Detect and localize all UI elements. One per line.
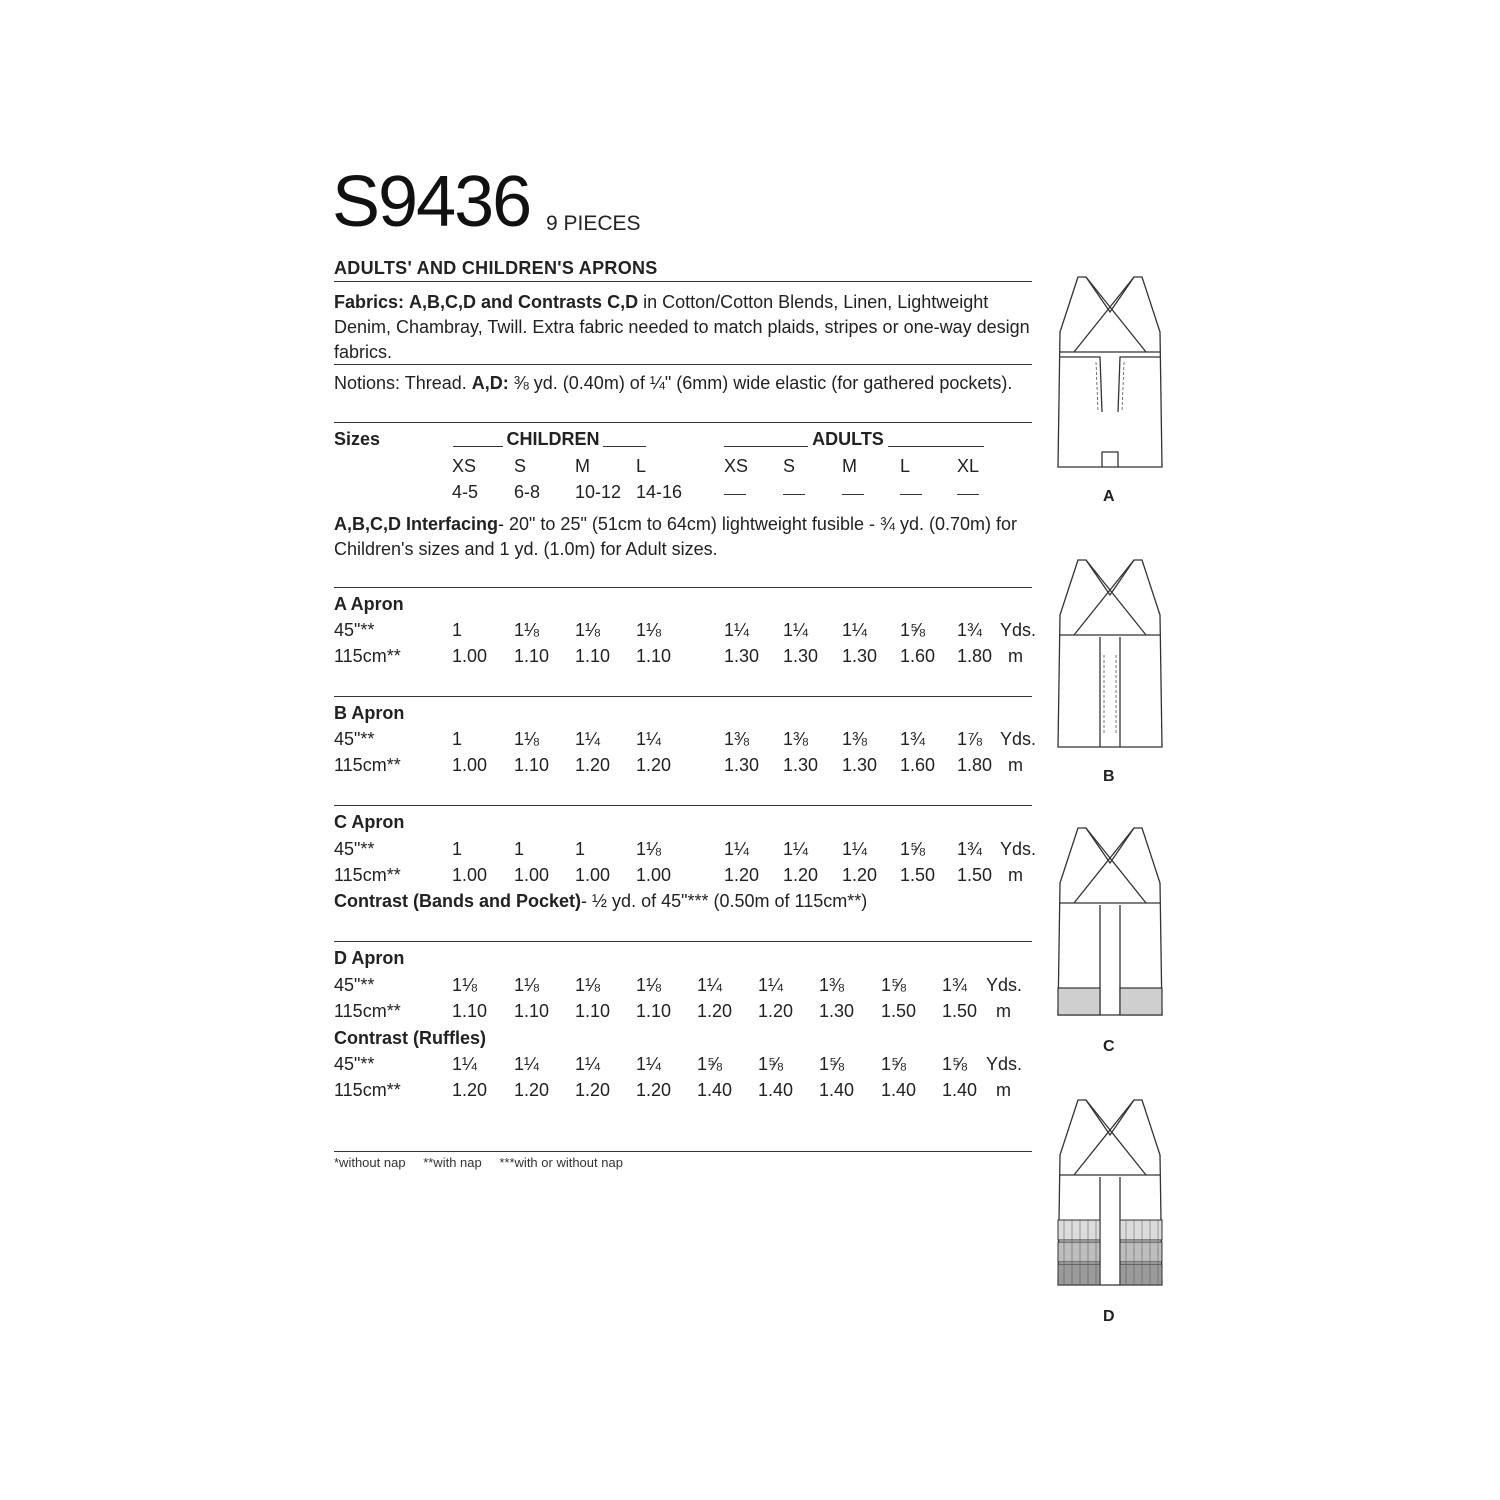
- b-45-value: 1⅜: [842, 729, 868, 749]
- d-c45-value: 1¼: [452, 1054, 478, 1074]
- d-115-value: 1.10: [514, 1001, 550, 1021]
- c-115-value: 1.00: [452, 865, 488, 885]
- b-115-value: 1.30: [842, 755, 878, 775]
- d-c45-label: 45"**: [334, 1054, 375, 1074]
- c-45-unit: Yds.: [1000, 839, 1037, 859]
- a-45-value: 1¼: [783, 620, 809, 640]
- a-115-value: 1.00: [452, 646, 488, 666]
- d-c115-label: 115cm**: [334, 1080, 401, 1100]
- c-45-value: 1⅝: [900, 839, 926, 859]
- footnote-without-nap: *without nap: [334, 1155, 406, 1170]
- d-c45-value: 1⅝: [758, 1054, 784, 1074]
- adults-group-label: ADULTS: [808, 429, 888, 450]
- size-adult-l: L: [900, 456, 911, 476]
- a-115-value: 1.10: [575, 646, 611, 666]
- a-45-value: 1: [452, 620, 463, 640]
- d-115-value: 1.10: [452, 1001, 488, 1021]
- interfacing-paragraph: [334, 512, 1034, 562]
- d-c45-value: 1¼: [636, 1054, 662, 1074]
- interfacing-label: A,B,C,D Interfacing: [334, 514, 499, 534]
- d-c45-value: 1⅝: [819, 1054, 845, 1074]
- d-c115-value: 1.20: [575, 1080, 611, 1100]
- view-label-b: B: [1103, 768, 1115, 785]
- divider: [334, 364, 1032, 365]
- range-adult-dash: [957, 494, 979, 495]
- c-45-value: 1: [452, 839, 463, 859]
- c-contrast-text: - ½ yd. of 45"*** (0.50m of 115cm**): [581, 891, 868, 911]
- b-45-value: 1¼: [575, 729, 601, 749]
- size-child-m: M: [575, 456, 590, 476]
- c-115-value: 1.20: [783, 865, 819, 885]
- d-contrast-title: Contrast (Ruffles): [334, 1028, 486, 1048]
- view-label-a: A: [1103, 488, 1115, 505]
- d-c45-value: 1¼: [575, 1054, 601, 1074]
- a-45-value: 1⅛: [514, 620, 540, 640]
- a-115-unit: m: [1008, 646, 1023, 666]
- c-45-value: 1: [514, 839, 525, 859]
- b-115-value: 1.80: [957, 755, 993, 775]
- d-45-value: 1¾: [942, 975, 968, 995]
- d-115-value: 1.20: [697, 1001, 733, 1021]
- d-45-value: 1⅛: [514, 975, 540, 995]
- b-45-value: 1⅜: [724, 729, 750, 749]
- a-45-value: 1¼: [724, 620, 750, 640]
- b-115-value: 1.30: [724, 755, 760, 775]
- b-apron-title: B Apron: [334, 703, 405, 723]
- size-adult-m: M: [842, 456, 857, 476]
- c-115-value: 1.00: [636, 865, 672, 885]
- c-115-value: 1.20: [724, 865, 760, 885]
- a-45-value: 1⅝: [900, 620, 926, 640]
- b-115-value: 1.30: [783, 755, 819, 775]
- c-115-label: 115cm**: [334, 865, 401, 885]
- apron-view-c-illustration: [1050, 825, 1170, 1020]
- a-115-label: 115cm**: [334, 646, 401, 666]
- d-c45-unit: Yds.: [986, 1054, 1023, 1074]
- c-115-value: 1.20: [842, 865, 878, 885]
- range-adult-dash: [842, 494, 864, 495]
- c-115-value: 1.00: [575, 865, 611, 885]
- divider: [334, 696, 1032, 697]
- apron-view-b-illustration: [1050, 555, 1170, 755]
- c-115-value: 1.50: [957, 865, 993, 885]
- b-45-label: 45"**: [334, 729, 375, 749]
- b-45-value: 1: [452, 729, 463, 749]
- a-apron-title: A Apron: [334, 594, 404, 614]
- pattern-number: S9436: [332, 162, 531, 242]
- c-45-value: 1⅛: [636, 839, 662, 859]
- b-115-value: 1.60: [900, 755, 936, 775]
- a-115-value: 1.30: [842, 646, 878, 666]
- a-45-value: 1⅛: [575, 620, 601, 640]
- d-c115-value: 1.40: [819, 1080, 855, 1100]
- d-115-value: 1.20: [758, 1001, 794, 1021]
- notions-label: Notions:: [334, 373, 401, 393]
- d-c115-value: 1.40: [697, 1080, 733, 1100]
- d-45-unit: Yds.: [986, 975, 1023, 995]
- d-45-value: 1⅛: [575, 975, 601, 995]
- d-115-unit: m: [996, 1001, 1011, 1021]
- a-45-label: 45"**: [334, 620, 375, 640]
- divider: [334, 1151, 1032, 1152]
- notions-text-2: ⅜ yd. (0.40m) of ¼" (6mm) wide elastic (for gathered pockets).: [508, 373, 1013, 393]
- a-115-value: 1.10: [636, 646, 672, 666]
- d-45-value: 1⅛: [636, 975, 662, 995]
- sizes-label: Sizes: [334, 429, 381, 449]
- c-45-value: 1: [575, 839, 586, 859]
- fabrics-views: A,B,C,D and Contrasts C,D: [409, 292, 639, 312]
- view-label-d: D: [1103, 1308, 1115, 1325]
- d-c115-value: 1.40: [881, 1080, 917, 1100]
- c-45-label: 45"**: [334, 839, 375, 859]
- apron-view-d-illustration: [1050, 1095, 1170, 1295]
- fabrics-paragraph: [334, 290, 1034, 365]
- a-115-value: 1.80: [957, 646, 993, 666]
- divider: [334, 805, 1032, 806]
- range-child-s: 6-8: [514, 482, 541, 502]
- piece-count: 9 PIECES: [546, 212, 641, 235]
- b-45-value: 1¼: [636, 729, 662, 749]
- c-45-value: 1¼: [724, 839, 750, 859]
- b-115-value: 1.20: [575, 755, 611, 775]
- size-adult-xl: XL: [957, 456, 980, 476]
- footnotes: [334, 1155, 637, 1170]
- d-115-value: 1.30: [819, 1001, 855, 1021]
- notions-views: A,D:: [471, 373, 509, 393]
- pattern-title: ADULTS' AND CHILDREN'S APRONS: [334, 258, 658, 278]
- size-adult-s: S: [783, 456, 796, 476]
- divider: [334, 941, 1032, 942]
- b-45-value: 1⅞: [957, 729, 983, 749]
- c-45-value: 1¾: [957, 839, 983, 859]
- interfacing-text: - 20" to 25" (51cm to 64cm) lightweight fusible - ¾ yd. (0.70m) for Children's sizes and 1 yd. (1.0m) for Adult sizes.: [334, 514, 1018, 559]
- b-115-value: 1.20: [636, 755, 672, 775]
- a-45-value: 1¼: [842, 620, 868, 640]
- notions-paragraph: [334, 371, 1034, 396]
- range-child-m: 10-12: [575, 482, 622, 502]
- d-45-value: 1⅜: [819, 975, 845, 995]
- size-child-xs: XS: [452, 456, 477, 476]
- c-115-unit: m: [1008, 865, 1023, 885]
- d-c115-value: 1.20: [452, 1080, 488, 1100]
- d-45-label: 45"**: [334, 975, 375, 995]
- b-115-unit: m: [1008, 755, 1023, 775]
- d-c115-value: 1.20: [636, 1080, 672, 1100]
- b-45-value: 1¾: [900, 729, 926, 749]
- b-45-value: 1⅜: [783, 729, 809, 749]
- d-apron-title: D Apron: [334, 948, 405, 968]
- d-45-value: 1¼: [758, 975, 784, 995]
- d-45-value: 1⅝: [881, 975, 907, 995]
- fabrics-label: Fabrics:: [334, 292, 405, 312]
- a-45-value: 1¾: [957, 620, 983, 640]
- footnote-with-or-without-nap: ***with or without nap: [499, 1155, 623, 1170]
- d-45-value: 1¼: [697, 975, 723, 995]
- a-115-value: 1.10: [514, 646, 550, 666]
- c-contrast-label: Contrast (Bands and Pocket): [334, 891, 582, 911]
- divider: [334, 587, 1032, 588]
- range-adult-dash: [783, 494, 805, 495]
- d-c45-value: 1⅝: [881, 1054, 907, 1074]
- a-115-value: 1.30: [724, 646, 760, 666]
- c-45-value: 1¼: [842, 839, 868, 859]
- b-45-unit: Yds.: [1000, 729, 1037, 749]
- apron-view-a-illustration: [1050, 272, 1170, 472]
- a-115-value: 1.30: [783, 646, 819, 666]
- d-c45-value: 1⅝: [942, 1054, 968, 1074]
- range-adult-dash: [724, 494, 746, 495]
- fabrics-text: in Cotton/Cotton Blends, Linen, Lightweight Denim, Chambray, Twill. Extra fabric needed to match plaids, stripes or one-way design fabrics.: [334, 292, 1030, 362]
- d-c115-value: 1.40: [758, 1080, 794, 1100]
- view-label-c: C: [1103, 1038, 1115, 1055]
- d-115-value: 1.50: [881, 1001, 917, 1021]
- d-115-value: 1.50: [942, 1001, 978, 1021]
- d-115-value: 1.10: [636, 1001, 672, 1021]
- d-c115-value: 1.40: [942, 1080, 978, 1100]
- b-115-value: 1.10: [514, 755, 550, 775]
- size-child-l: L: [636, 456, 647, 476]
- d-c115-unit: m: [996, 1080, 1011, 1100]
- divider: [334, 422, 1032, 423]
- divider: [334, 281, 1032, 282]
- b-115-value: 1.00: [452, 755, 488, 775]
- range-child-l: 14-16: [636, 482, 683, 502]
- c-115-value: 1.00: [514, 865, 550, 885]
- c-apron-title: C Apron: [334, 812, 405, 832]
- a-115-value: 1.60: [900, 646, 936, 666]
- d-115-value: 1.10: [575, 1001, 611, 1021]
- range-child-xs: 4-5: [452, 482, 479, 502]
- c-contrast-line: [334, 891, 867, 912]
- c-45-value: 1¼: [783, 839, 809, 859]
- b-45-value: 1⅛: [514, 729, 540, 749]
- size-child-s: S: [514, 456, 527, 476]
- children-group-label: CHILDREN: [503, 429, 603, 450]
- d-c45-value: 1¼: [514, 1054, 540, 1074]
- size-adult-xs: XS: [724, 456, 749, 476]
- a-45-unit: Yds.: [1000, 620, 1037, 640]
- range-adult-dash: [900, 494, 922, 495]
- b-115-label: 115cm**: [334, 755, 401, 775]
- a-45-value: 1⅛: [636, 620, 662, 640]
- footnote-with-nap: **with nap: [423, 1155, 482, 1170]
- d-115-label: 115cm**: [334, 1001, 401, 1021]
- d-c45-value: 1⅝: [697, 1054, 723, 1074]
- d-c115-value: 1.20: [514, 1080, 550, 1100]
- notions-text-1: Thread.: [400, 373, 472, 393]
- d-45-value: 1⅛: [452, 975, 478, 995]
- c-115-value: 1.50: [900, 865, 936, 885]
